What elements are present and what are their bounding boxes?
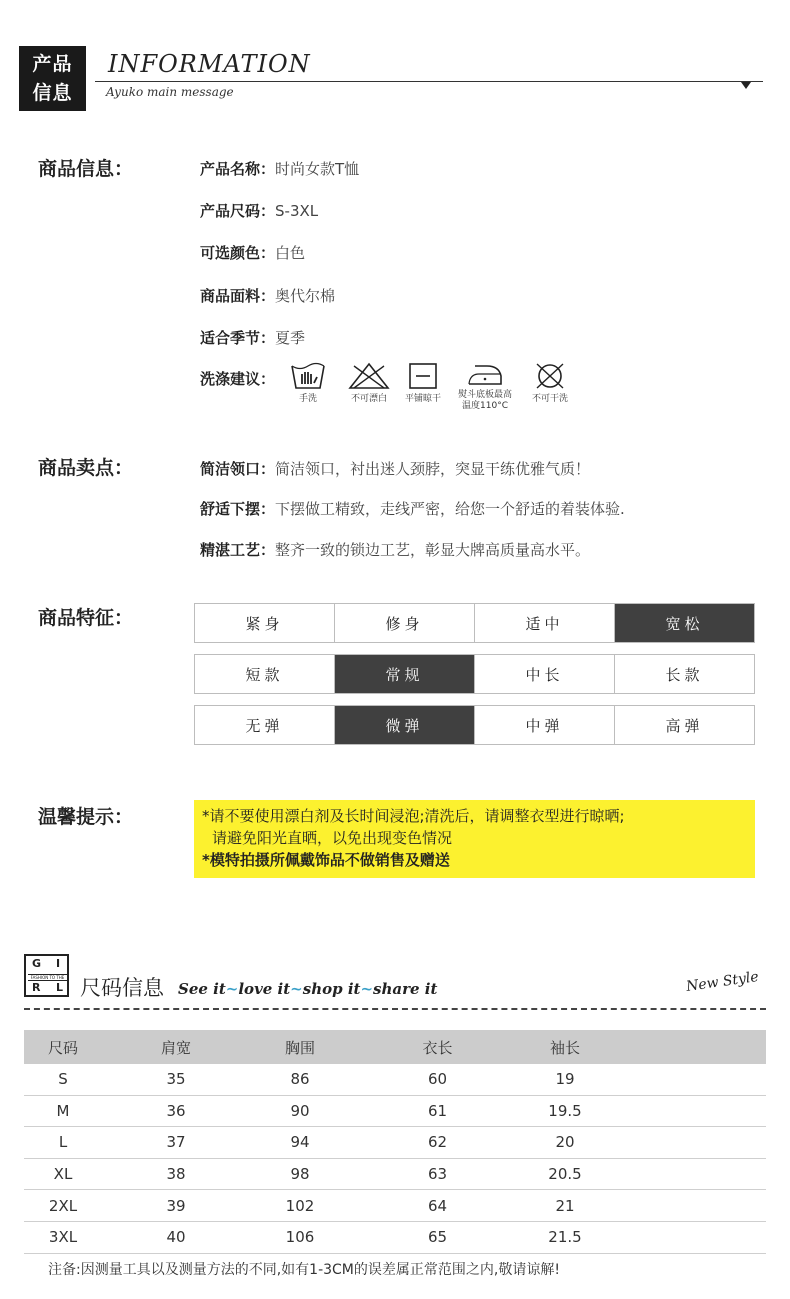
info-section-label: 商品信息： <box>38 158 134 180</box>
slogan-part: See it <box>178 980 226 998</box>
selling-value: 简洁领口，衬出迷人颈脖，突显干练优雅气质！ <box>275 460 591 478</box>
table-cell: 38 <box>166 1165 186 1184</box>
slogan-tilde: ~ <box>290 980 303 998</box>
feature-option: 适中 <box>475 604 615 642</box>
table-cell: 60 <box>427 1070 448 1089</box>
badge-line2: 信息 <box>32 82 73 104</box>
selling-row <box>200 458 590 479</box>
size-table <box>24 1030 766 1254</box>
table-cell: M <box>56 1101 70 1120</box>
page-title: INFORMATION <box>108 50 311 78</box>
table-cell: 40 <box>166 1228 186 1247</box>
size-footnote: 注备:因测量工具以及测量方法的不同,如有1-3CM的误差属正常范围之内,敬请谅解! <box>48 1262 560 1278</box>
table-cell: 19 <box>555 1070 575 1089</box>
new-style-script: New Style <box>685 969 760 995</box>
slogan-part: share it <box>373 980 438 998</box>
table-cell: 20.5 <box>548 1165 582 1184</box>
table-cell: 20 <box>555 1133 575 1152</box>
table-cell: 65 <box>427 1228 448 1247</box>
table-cell: S <box>58 1070 68 1089</box>
feature-option: 紧身 <box>195 604 335 642</box>
info-row-color <box>200 242 305 263</box>
table-header-cell: 衣长 <box>422 1038 453 1057</box>
table-header-cell: 袖长 <box>549 1038 580 1057</box>
no-bleach-icon <box>348 362 390 390</box>
table-row <box>24 1127 766 1159</box>
table-cell: 106 <box>285 1228 315 1247</box>
info-row-wash <box>200 368 275 389</box>
slogan-tilde: ~ <box>360 980 374 998</box>
feature-option-selected: 宽松 <box>615 604 754 642</box>
info-badge <box>19 46 86 111</box>
table-cell: 19.5 <box>548 1101 582 1120</box>
selling-key: 精湛工艺： <box>200 541 276 559</box>
table-cell: 90 <box>290 1101 310 1120</box>
feature-option: 中弹 <box>475 706 615 744</box>
info-key: 产品名称： <box>200 160 276 178</box>
info-value: S-3XL <box>275 202 319 220</box>
table-cell: 86 <box>290 1070 310 1089</box>
feature-row-length <box>194 654 755 694</box>
page-subtitle: Ayuko main message <box>106 85 234 99</box>
wash-item <box>398 362 448 405</box>
logo-letter: I <box>56 957 61 970</box>
wash-caption: 熨斗底板最高 <box>457 390 512 400</box>
size-section-title: 尺码信息 <box>80 976 164 1000</box>
wash-caption: 不可干洗 <box>531 394 568 404</box>
selling-key: 舒适下摆： <box>200 500 276 518</box>
table-header-cell: 肩宽 <box>160 1038 191 1057</box>
dashed-divider <box>24 1008 766 1010</box>
feature-option-selected: 常规 <box>335 655 475 693</box>
feature-row-stretch <box>194 705 755 745</box>
table-header-cell: 胸围 <box>284 1038 315 1057</box>
table-row <box>24 1159 766 1191</box>
triangle-marker-icon <box>741 82 751 89</box>
feature-option: 长款 <box>615 655 754 693</box>
wash-caption: 平铺晾干 <box>404 394 441 404</box>
logo-letter: L <box>56 981 64 994</box>
feature-option: 修身 <box>335 604 475 642</box>
table-cell: L <box>58 1133 68 1152</box>
table-cell: 21 <box>555 1196 575 1215</box>
table-cell: 64 <box>427 1196 448 1215</box>
notice-line: *请不要使用漂白剂及长时间浸泡;清洗后，请调整衣型进行晾晒; <box>202 807 625 825</box>
feature-option: 短款 <box>195 655 335 693</box>
logo-letter: R <box>32 981 41 994</box>
table-cell: 61 <box>427 1101 448 1120</box>
logo-letter: G <box>32 957 42 970</box>
wash-caption: 手洗 <box>298 394 317 404</box>
logo-tagline: FASHION TO THE <box>28 974 67 981</box>
slogan-part: shop it <box>302 980 361 998</box>
feature-option: 高弹 <box>615 706 754 744</box>
selling-section-label: 商品卖点： <box>38 457 134 479</box>
info-row-fabric <box>200 285 335 306</box>
table-cell: 2XL <box>48 1196 78 1215</box>
notice-box <box>194 800 755 878</box>
table-cell: 102 <box>285 1196 315 1215</box>
notice-line: *模特拍摄所佩戴饰品不做销售及赠送 <box>202 851 450 869</box>
table-row <box>24 1096 766 1128</box>
feature-option: 无弹 <box>195 706 335 744</box>
table-row <box>24 1064 766 1096</box>
wash-item <box>344 362 394 405</box>
info-row-size <box>200 200 318 221</box>
table-cell: 37 <box>166 1133 186 1152</box>
hand-wash-icon <box>290 362 326 390</box>
table-cell: XL <box>53 1165 73 1184</box>
wash-caption: 不可漂白 <box>350 394 387 404</box>
table-header-row <box>24 1030 766 1064</box>
table-cell: 62 <box>427 1133 448 1152</box>
notice-section-label: 温馨提示： <box>38 806 134 828</box>
info-row-name <box>200 158 359 179</box>
wash-caption: 温度110°C <box>462 401 508 411</box>
wash-item <box>526 362 574 405</box>
slogan-part: love it <box>238 980 291 998</box>
info-key: 适合季节： <box>200 329 276 347</box>
feature-option-selected: 微弹 <box>335 706 475 744</box>
wash-item <box>455 362 515 412</box>
table-cell: 98 <box>290 1165 310 1184</box>
features-section-label: 商品特征： <box>38 607 134 629</box>
wash-item <box>289 362 327 405</box>
info-key: 洗涤建议： <box>200 370 276 388</box>
table-row <box>24 1222 766 1254</box>
table-cell: 21.5 <box>548 1228 582 1247</box>
selling-value: 下摆做工精致，走线严密，给您一个舒适的着装体验. <box>275 500 625 518</box>
selling-row <box>200 498 625 519</box>
table-row <box>24 1190 766 1222</box>
info-value: 奥代尔棉 <box>275 287 336 305</box>
info-value: 时尚女款T恤 <box>275 160 360 178</box>
dry-flat-icon <box>408 362 438 390</box>
feature-row-fit <box>194 603 755 643</box>
info-key: 商品面料： <box>200 287 276 305</box>
slogan <box>178 980 437 998</box>
selling-value: 整齐一致的锁边工艺，彰显大牌高质量高水平。 <box>275 541 591 559</box>
table-cell: 63 <box>427 1165 448 1184</box>
slogan-tilde: ~ <box>225 980 239 998</box>
table-cell: 94 <box>290 1133 310 1152</box>
info-row-season <box>200 327 305 348</box>
info-key: 可选颜色： <box>200 244 276 262</box>
info-key: 产品尺码： <box>200 202 276 220</box>
selling-row <box>200 539 590 560</box>
girl-logo <box>24 954 69 997</box>
badge-line1: 产品 <box>32 53 73 75</box>
no-dry-clean-icon <box>534 362 566 390</box>
table-cell: 36 <box>166 1101 186 1120</box>
iron-icon <box>465 362 505 388</box>
header-divider <box>95 81 763 82</box>
info-value: 白色 <box>275 244 306 262</box>
info-value: 夏季 <box>275 329 306 347</box>
selling-key: 简洁领口： <box>200 460 276 478</box>
table-cell: 39 <box>166 1196 186 1215</box>
table-header-cell: 尺码 <box>47 1038 78 1057</box>
table-cell: 3XL <box>48 1228 78 1247</box>
feature-option: 中长 <box>475 655 615 693</box>
table-cell: 35 <box>166 1070 186 1089</box>
notice-line: 请避免阳光直晒，以免出现变色情况 <box>212 829 453 847</box>
